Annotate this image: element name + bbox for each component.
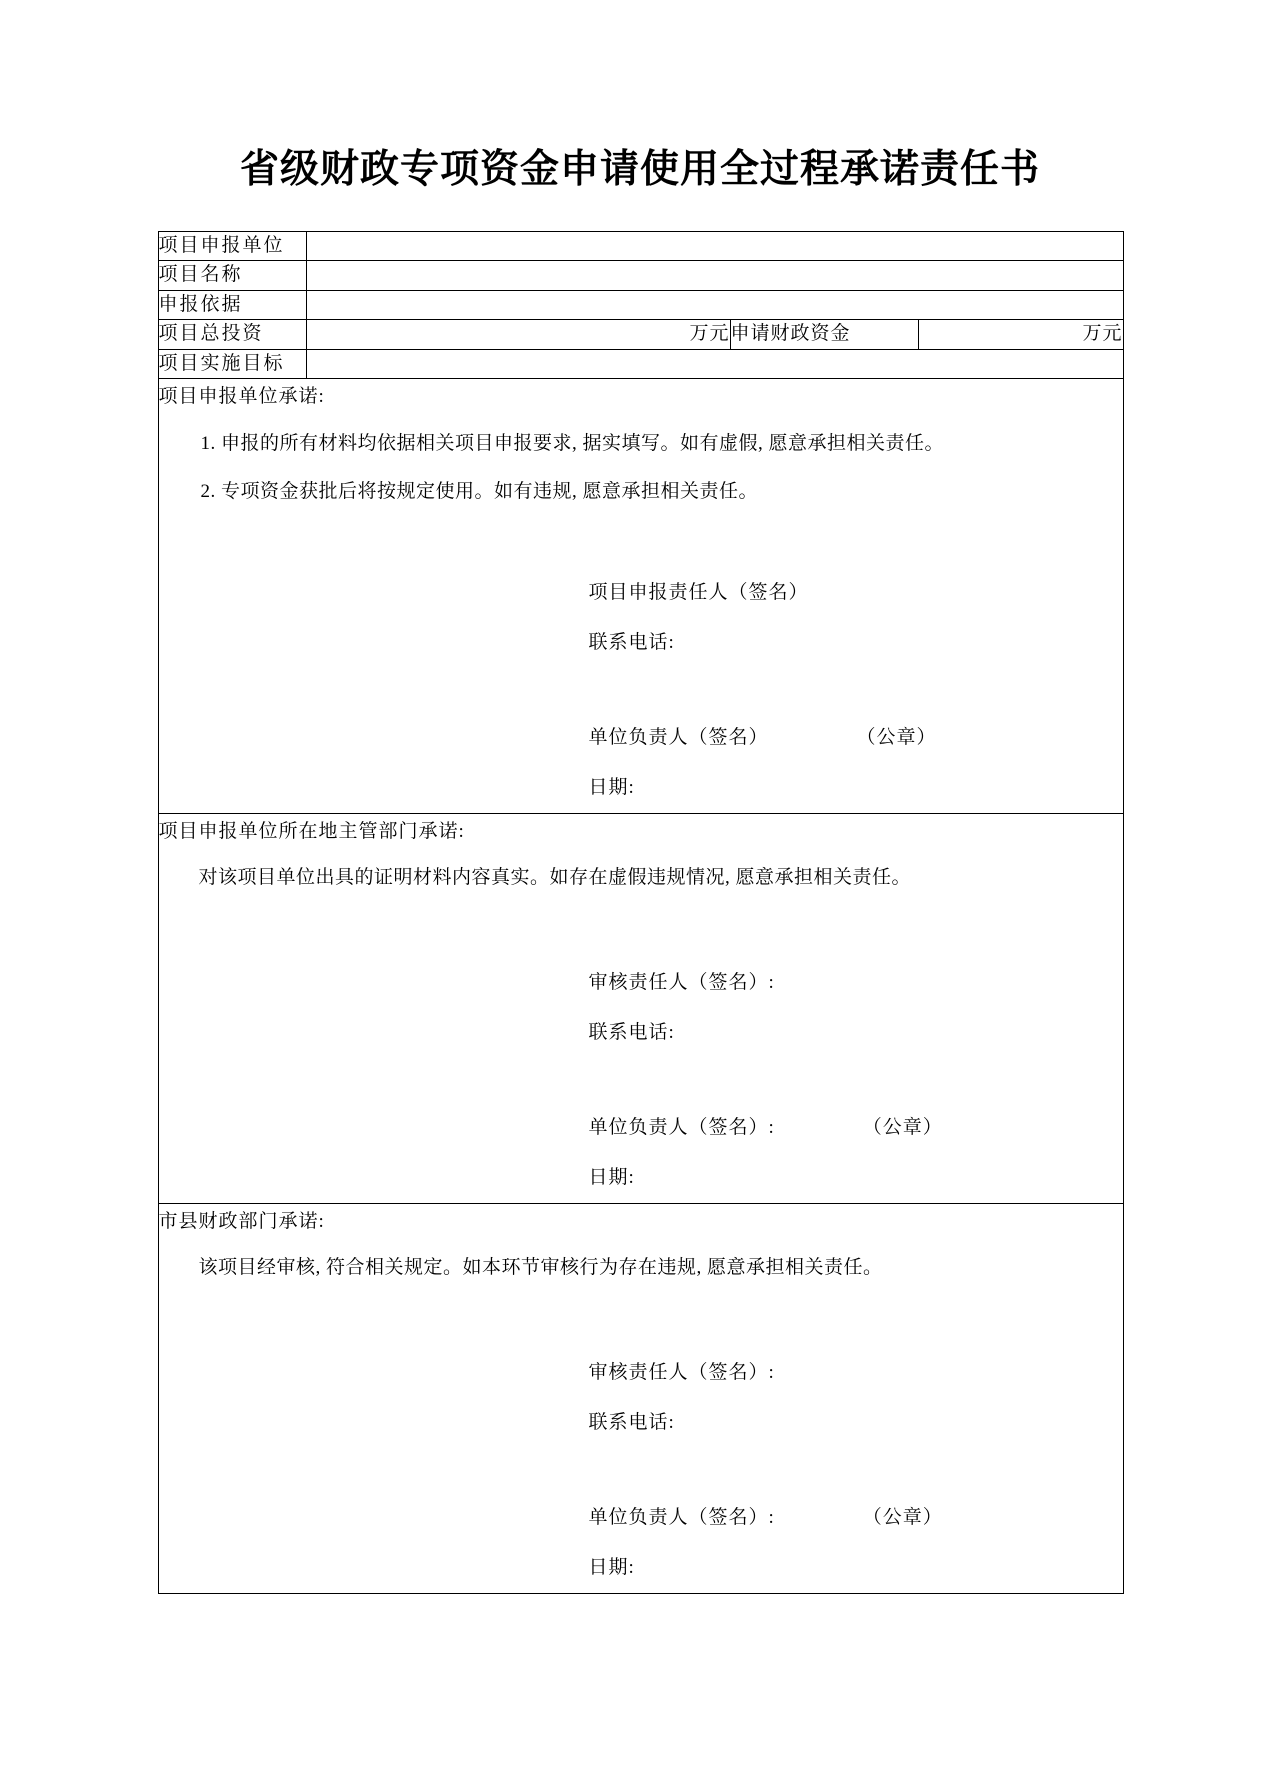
field-applicant-unit[interactable] bbox=[306, 231, 1123, 261]
finance-phone-line[interactable]: 联系电话: bbox=[588, 1412, 675, 1434]
section-supervisor bbox=[158, 813, 1123, 1203]
applicant-date-line[interactable]: 日期: bbox=[588, 777, 635, 799]
field-project-name[interactable] bbox=[306, 261, 1123, 291]
section-supervisor-signature-block bbox=[159, 969, 1123, 1193]
applicant-seal-label: （公章） bbox=[856, 726, 937, 748]
finance-reviewer-line[interactable]: 审核责任人（签名）: bbox=[588, 1361, 775, 1383]
spacer bbox=[159, 1587, 1123, 1593]
page-title: 省级财政专项资金申请使用全过程承诺责任书 bbox=[239, 148, 1040, 191]
table-row-application-basis bbox=[158, 290, 1123, 320]
spacer bbox=[589, 1460, 1123, 1504]
spacer bbox=[159, 913, 1123, 969]
label-project-name: 项目名称 bbox=[158, 261, 306, 291]
spacer bbox=[159, 527, 1123, 579]
form-container bbox=[158, 231, 1123, 1594]
finance-unit-leader-line[interactable] bbox=[589, 1504, 1123, 1533]
field-requested-funds[interactable] bbox=[918, 320, 1123, 350]
label-application-basis: 申报依据 bbox=[158, 290, 306, 320]
requested-funds-unit: 万元 bbox=[1082, 323, 1123, 345]
table-row-project-goal bbox=[158, 349, 1123, 379]
finance-seal-label: （公章） bbox=[862, 1506, 943, 1528]
section-supervisor-paragraph: 对该项目单位出具的证明材料内容真实。如存在虚假违规情况, 愿意承担相关责任。 bbox=[198, 867, 912, 889]
finance-date-line[interactable]: 日期: bbox=[588, 1557, 635, 1579]
field-project-goal[interactable] bbox=[306, 349, 1123, 379]
field-application-basis[interactable] bbox=[306, 290, 1123, 320]
section-applicant-item-1: 1. 申报的所有材料均依据相关项目申报要求, 据实填写。如有虚假, 愿意承担相关责任。 bbox=[200, 432, 945, 454]
total-investment-unit: 万元 bbox=[689, 323, 730, 345]
section-finance-paragraph: 该项目经审核, 符合相关规定。如本环节审核行为存在违规, 愿意承担相关责任。 bbox=[198, 1257, 883, 1279]
table-row-investment bbox=[158, 320, 1123, 350]
table-row-project-name bbox=[158, 261, 1123, 291]
supervisor-unit-leader-label: 单位负责人（签名）: bbox=[588, 1116, 775, 1138]
supervisor-date-line[interactable]: 日期: bbox=[588, 1167, 635, 1189]
supervisor-seal-label: （公章） bbox=[862, 1116, 943, 1138]
applicant-phone-line[interactable]: 联系电话: bbox=[588, 632, 675, 654]
table-row-section-finance bbox=[158, 1203, 1123, 1593]
supervisor-unit-leader-line[interactable] bbox=[589, 1114, 1123, 1143]
section-applicant-heading: 项目申报单位承诺: bbox=[158, 386, 325, 408]
applicant-unit-leader-line[interactable] bbox=[589, 724, 1123, 753]
label-project-goal: 项目实施目标 bbox=[158, 349, 306, 379]
section-finance-signature-block bbox=[159, 1359, 1123, 1583]
applicant-unit-leader-label: 单位负责人（签名） bbox=[588, 726, 769, 748]
section-applicant-item-2: 2. 专项资金获批后将按规定使用。如有违规, 愿意承担相关责任。 bbox=[200, 481, 759, 503]
label-requested-funds: 申请财政资金 bbox=[730, 320, 918, 350]
spacer bbox=[589, 680, 1123, 724]
section-finance-heading: 市县财政部门承诺: bbox=[158, 1210, 325, 1232]
section-supervisor-heading: 项目申报单位所在地主管部门承诺: bbox=[158, 820, 465, 842]
section-applicant-signature-block bbox=[159, 579, 1123, 803]
spacer bbox=[159, 1303, 1123, 1359]
applicant-responsible-person-line[interactable]: 项目申报责任人（签名） bbox=[588, 581, 809, 603]
label-applicant-unit: 项目申报单位 bbox=[158, 231, 306, 261]
label-total-investment: 项目总投资 bbox=[158, 320, 306, 350]
supervisor-phone-line[interactable]: 联系电话: bbox=[588, 1022, 675, 1044]
spacer bbox=[589, 1070, 1123, 1114]
commitment-form-table bbox=[158, 231, 1124, 1594]
section-applicant bbox=[158, 379, 1123, 814]
table-row-section-supervisor bbox=[158, 813, 1123, 1203]
table-row-section-applicant bbox=[158, 379, 1123, 814]
field-total-investment[interactable] bbox=[306, 320, 730, 350]
supervisor-reviewer-line[interactable]: 审核责任人（签名）: bbox=[588, 971, 775, 993]
spacer bbox=[159, 807, 1123, 813]
table-row-applicant-unit bbox=[158, 231, 1123, 261]
spacer bbox=[159, 1197, 1123, 1203]
section-finance bbox=[158, 1203, 1123, 1593]
finance-unit-leader-label: 单位负责人（签名）: bbox=[588, 1506, 775, 1528]
